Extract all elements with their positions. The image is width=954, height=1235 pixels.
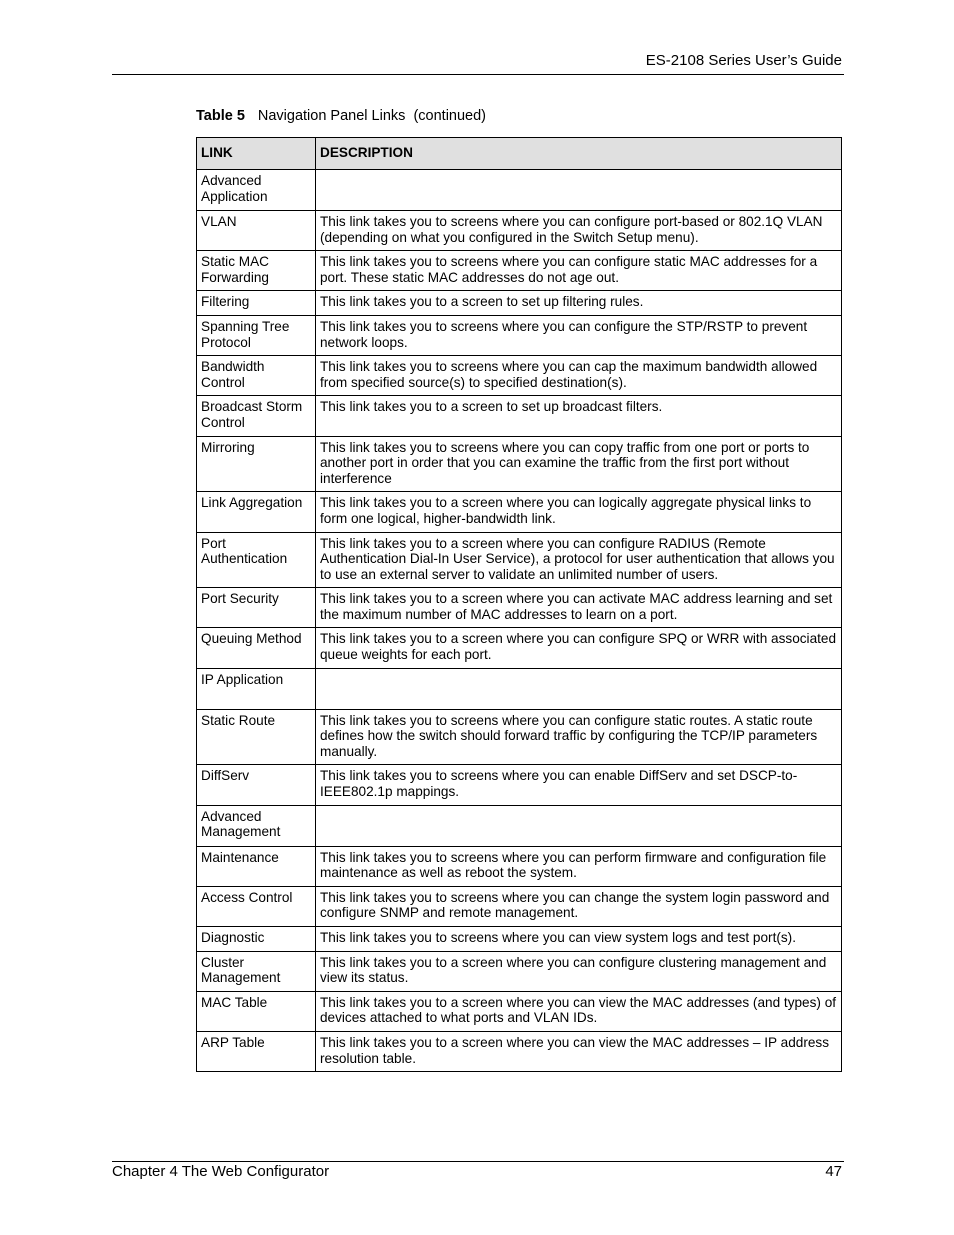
- footer-divider: [112, 1161, 844, 1162]
- link-cell: Port Security: [197, 588, 316, 628]
- link-cell: Diagnostic: [197, 927, 316, 952]
- table-header-row: [197, 138, 842, 170]
- table-row: [197, 211, 842, 251]
- description-cell: [316, 668, 842, 709]
- description-cell: This link takes you to a screen where you can view the MAC addresses (and types) of devices attached to what ports and VLAN IDs.: [316, 991, 842, 1031]
- table-caption: [196, 108, 486, 124]
- table-row: [197, 709, 842, 765]
- table-row: [197, 291, 842, 316]
- table-row: [197, 991, 842, 1031]
- description-cell: This link takes you to a screen where you can configure clustering management and view its status.: [316, 951, 842, 991]
- table-row: [197, 846, 842, 886]
- column-header-description: DESCRIPTION: [316, 138, 842, 170]
- description-cell: This link takes you to a screen where you can configure RADIUS (Remote Authentication Dial-In User Service), a protocol for user authentication that allows you to use an external server to validate an unlimited number of users.: [316, 532, 842, 588]
- link-cell: MAC Table: [197, 991, 316, 1031]
- table-row: [197, 396, 842, 436]
- table-row: [197, 927, 842, 952]
- link-cell: Access Control: [197, 886, 316, 926]
- table-row: [197, 251, 842, 291]
- description-cell: This link takes you to a screen where you can configure SPQ or WRR with associated queue weights for each port.: [316, 628, 842, 668]
- link-cell: Advanced Management: [197, 805, 316, 846]
- link-cell: VLAN: [197, 211, 316, 251]
- header-divider: [112, 74, 844, 75]
- link-cell: Maintenance: [197, 846, 316, 886]
- table-row: [197, 951, 842, 991]
- description-cell: This link takes you to screens where you can copy traffic from one port or ports to another port in order that you can examine the traffic from the first port without interference: [316, 436, 842, 492]
- description-cell: [316, 170, 842, 211]
- link-cell: Static MAC Forwarding: [197, 251, 316, 291]
- description-cell: This link takes you to screens where you can cap the maximum bandwidth allowed from specified source(s) to specified destination(s).: [316, 356, 842, 396]
- description-cell: This link takes you to a screen where you can view the MAC addresses – IP address resolution table.: [316, 1031, 842, 1071]
- footer-chapter: Chapter 4 The Web Configurator: [112, 1163, 330, 1180]
- link-cell: Broadcast Storm Control: [197, 396, 316, 436]
- description-cell: This link takes you to screens where you can view system logs and test port(s).: [316, 927, 842, 952]
- link-cell: Queuing Method: [197, 628, 316, 668]
- column-header-link: LINK: [197, 138, 316, 170]
- description-cell: This link takes you to screens where you can enable DiffServ and set DSCP-to-IEEE802.1p mappings.: [316, 765, 842, 805]
- page-number: 47: [825, 1163, 842, 1180]
- table-row: [197, 356, 842, 396]
- table-row: [197, 170, 842, 211]
- description-cell: This link takes you to a screen where you can activate MAC address learning and set the maximum number of MAC addresses to learn on a port.: [316, 588, 842, 628]
- link-cell: Filtering: [197, 291, 316, 316]
- link-cell: Port Authentication: [197, 532, 316, 588]
- table-row: [197, 886, 842, 926]
- table-row: [197, 315, 842, 355]
- table-row: [197, 668, 842, 709]
- link-cell: ARP Table: [197, 1031, 316, 1071]
- link-cell: Spanning Tree Protocol: [197, 315, 316, 355]
- description-cell: [316, 805, 842, 846]
- table-row: [197, 492, 842, 532]
- description-cell: This link takes you to screens where you can change the system login password and configure SNMP and remote management.: [316, 886, 842, 926]
- navigation-links-table: [196, 137, 842, 1072]
- description-cell: This link takes you to screens where you can configure the STP/RSTP to prevent network loops.: [316, 315, 842, 355]
- description-cell: This link takes you to a screen to set up broadcast filters.: [316, 396, 842, 436]
- description-cell: This link takes you to screens where you can perform firmware and configuration file maintenance as well as reboot the system.: [316, 846, 842, 886]
- table-caption-title: Navigation Panel Links (continued): [257, 108, 486, 124]
- link-cell: Cluster Management: [197, 951, 316, 991]
- link-cell: Mirroring: [197, 436, 316, 492]
- table-row: [197, 532, 842, 588]
- table-row: [197, 588, 842, 628]
- description-cell: This link takes you to a screen where you can logically aggregate physical links to form one logical, higher-bandwidth link.: [316, 492, 842, 532]
- table-row: [197, 1031, 842, 1071]
- description-cell: This link takes you to a screen to set up filtering rules.: [316, 291, 842, 316]
- table-caption-label: Table 5: [196, 108, 245, 124]
- table-row: [197, 628, 842, 668]
- link-cell: Static Route: [197, 709, 316, 765]
- link-cell: IP Application: [197, 668, 316, 709]
- link-cell: Bandwidth Control: [197, 356, 316, 396]
- link-cell: Advanced Application: [197, 170, 316, 211]
- description-cell: This link takes you to screens where you can configure static routes. A static route defines how the switch should forward traffic by configuring the TCP/IP parameters manually.: [316, 709, 842, 765]
- table-row: [197, 765, 842, 805]
- guide-title: ES-2108 Series User’s Guide: [645, 52, 842, 69]
- link-cell: Link Aggregation: [197, 492, 316, 532]
- description-cell: This link takes you to screens where you can configure static MAC addresses for a port. These static MAC addresses do not age out.: [316, 251, 842, 291]
- link-cell: DiffServ: [197, 765, 316, 805]
- table-row: [197, 805, 842, 846]
- table-row: [197, 436, 842, 492]
- description-cell: This link takes you to screens where you can configure port-based or 802.1Q VLAN (depending on what you configured in the Switch Setup menu).: [316, 211, 842, 251]
